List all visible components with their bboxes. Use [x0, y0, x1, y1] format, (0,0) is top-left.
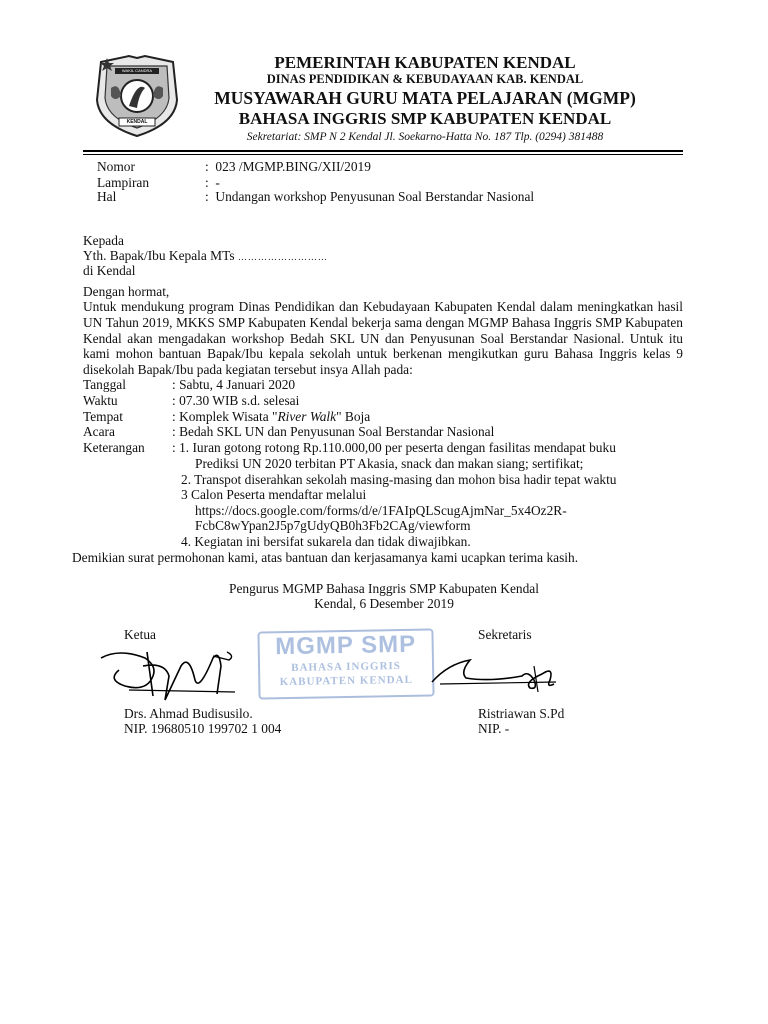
recipient-yth: Yth. Bapak/Ibu Kepala MTs ………………………	[83, 248, 328, 263]
letterhead-divider-thin	[83, 154, 683, 155]
ketua-name: Drs. Ahmad Budisusilo.	[124, 706, 253, 721]
registration-url-2[interactable]: FcbC8wYpan2J5p7gUdyQB0h3Fb2CAg/viewform	[195, 518, 471, 533]
tanggal-value: : Sabtu, 4 Januari 2020	[172, 377, 296, 392]
stamp-line-3: KABUPATEN KENDAL	[279, 673, 414, 689]
ketua-signature	[95, 636, 245, 712]
stamp-line-2: BAHASA INGGRIS	[291, 660, 401, 674]
recipient-kepada: Kepada	[83, 233, 124, 248]
ref-lampiran-value: : -	[205, 175, 220, 190]
keterangan-item-3: 3 Calon Peserta mendaftar melalui	[181, 487, 367, 502]
organization-stamp	[257, 628, 434, 699]
sekretaris-nip: NIP. -	[478, 721, 510, 736]
stamp-line-1: MGMP SMP	[274, 630, 417, 661]
body-paragraph: Untuk mendukung program Dinas Pendidikan dan Kebudayaan Kabupaten Kendal dalam meningkatkan hasil UN Tahun 2019, MKKS SMP Kabupaten Kendal bekerja sama dengan MGMP Bahasa Inggris SMP Kabupaten Kendal akan mengadakan workshop Bedah SKL UN dan Penyusunan Soal Berstandar Nasional. Untuk itu kami mohon bantuan Bapak/Ibu kepala sekolah untuk berkenan mengikutkan guru Bahasa Inggris kelas 9 disekolah Bapak/Ibu pada kegiatan tersebut insya Allah pada:	[83, 299, 683, 378]
letterhead-line-3: MUSYAWARAH GURU MATA PELAJARAN (MGMP)	[214, 88, 636, 108]
ref-hal-value: : Undangan workshop Penyusunan Soal Berstandar Nasional	[205, 189, 535, 204]
letterhead-divider	[83, 150, 683, 152]
keterangan-item-4: 4. Kegiatan ini bersifat sukarela dan tidak diwajibkan.	[181, 534, 471, 549]
keterangan-label: Keterangan	[83, 440, 145, 455]
acara-value: : Bedah SKL UN dan Penyusunan Soal Berstandar Nasional	[172, 424, 495, 439]
letterhead-line-2: DINAS PENDIDIKAN & KEBUDAYAAN KAB. KENDAL	[266, 72, 584, 86]
greeting: Dengan hormat,	[83, 284, 170, 299]
emblem-icon	[93, 52, 181, 140]
signature-date: Kendal, 6 Desember 2019	[314, 596, 454, 611]
keterangan-item-1-cont: Prediksi UN 2020 terbitan PT Akasia, snack dan makan siang; sertifikat;	[195, 456, 584, 471]
keterangan-item-2: 2. Transpot diserahkan sekolah masing-masing dan mohon bisa hadir tepat waktu	[181, 472, 617, 487]
ref-hal-label: Hal	[97, 189, 117, 204]
waktu-value: : 07.30 WIB s.d. selesai	[172, 393, 300, 408]
registration-url-1[interactable]: https://docs.google.com/forms/d/e/1FAIpQLScugAjmNar_5x4Oz2R-	[195, 503, 567, 518]
letterhead-line-4: BAHASA INGGRIS SMP KABUPATEN KENDAL	[238, 109, 612, 128]
logo-top-text: WAKIL CANDRA	[121, 68, 153, 73]
sekretaris-signature	[430, 652, 560, 698]
waktu-label: Waktu	[83, 393, 118, 408]
tanggal-label: Tanggal	[83, 377, 126, 392]
logo-bottom-text: KENDAL	[126, 119, 148, 125]
letterhead-address: Sekretariat: SMP N 2 Kendal Jl. Soekarno-Hatta No. 187 Tlp. (0294) 381488	[246, 131, 604, 143]
letterhead-line-1: PEMERINTAH KABUPATEN KENDAL	[274, 53, 576, 72]
tempat-label: Tempat	[83, 409, 123, 424]
ref-nomor-label: Nomor	[97, 159, 135, 174]
closing-sentence: Demikian surat permohonan kami, atas bantuan dan kerjasamanya kami ucapkan terima kasih.	[72, 550, 579, 565]
ref-nomor-value: : 023 /MGMP.BING/XII/2019	[205, 159, 371, 174]
ketua-role: Ketua	[124, 627, 156, 642]
keterangan-item-1: : 1. Iuran gotong rotong Rp.110.000,00 per peserta dengan fasilitas mendapat buku	[172, 440, 616, 455]
kendal-logo	[93, 52, 181, 140]
ref-lampiran-label: Lampiran	[97, 175, 150, 190]
sekretaris-name: Ristriawan S.Pd	[478, 706, 565, 721]
signature-org: Pengurus MGMP Bahasa Inggris SMP Kabupaten Kendal	[229, 581, 539, 596]
recipient-dots: ………………………	[237, 252, 328, 262]
acara-label: Acara	[83, 424, 115, 439]
recipient-place: di Kendal	[83, 263, 136, 278]
sekretaris-role: Sekretaris	[478, 627, 532, 642]
ketua-nip: NIP. 19680510 199702 1 004	[124, 721, 282, 736]
tempat-value: : Komplek Wisata "River Walk" Boja	[172, 409, 371, 424]
